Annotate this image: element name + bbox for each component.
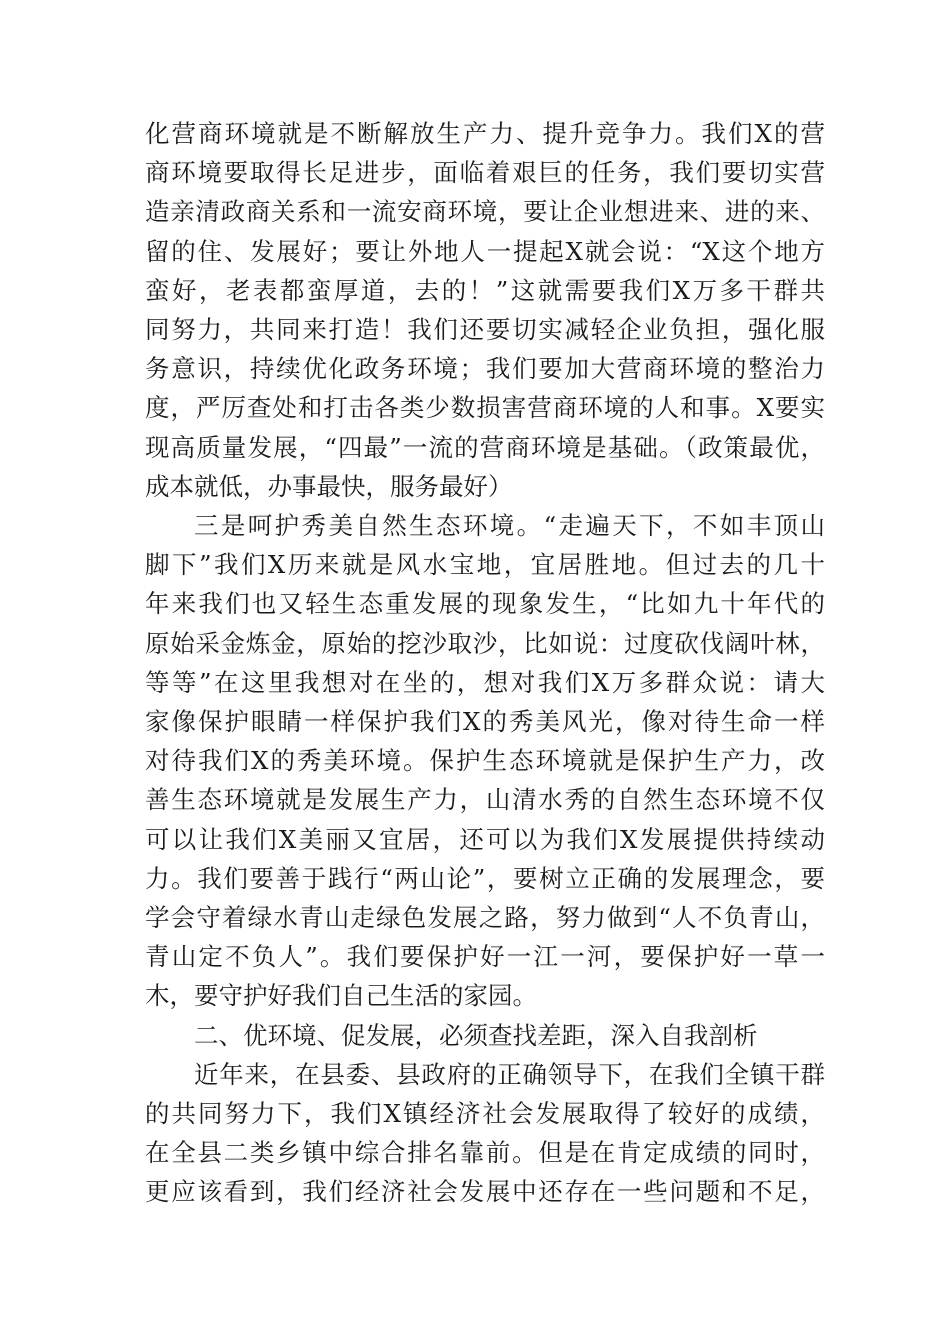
text-line: 等等”在这里我想对在坐的，想对我们X万多群众说：请大 (145, 667, 825, 697)
text-line: 现高质量发展，“四最”一流的营商环境是基础。（政策最优， (145, 432, 825, 462)
text-line: 同努力，共同来打造！我们还要切实减轻企业负担，强化服 (145, 315, 825, 345)
text-line: 成本就低，办事最快，服务最好） (145, 471, 513, 501)
text-line: 可以让我们X美丽又宜居，还可以为我们X发展提供持续动 (145, 824, 825, 854)
text-line: 善生态环境就是发展生产力，山清水秀的自然生态环境不仅 (145, 785, 825, 815)
text-line: 蛮好，老表都蛮厚道，去的！”这就需要我们X万多干群共 (145, 275, 825, 305)
text-line: 青山定不负人”。我们要保护好一江一河，要保护好一草一 (145, 942, 825, 972)
text-line: 商环境要取得长足进步，面临着艰巨的任务，我们要切实营 (145, 158, 825, 188)
text-line: 造亲清政商关系和一流安商环境，要让企业想进来、进的来、 (145, 197, 825, 227)
text-line: 化营商环境就是不断解放生产力、提升竞争力。我们X的营 (145, 119, 825, 148)
text-line: 年来我们也又轻生态重发展的现象发生，“比如九十年代的 (145, 589, 825, 619)
text-line: 脚下”我们X历来就是风水宝地，宜居胜地。但过去的几十 (145, 550, 825, 580)
text-line: 木，要守护好我们自己生活的家园。 (145, 981, 537, 1011)
text-line: 留的住、发展好；要让外地人一提起X就会说：“X这个地方 (145, 236, 825, 266)
text-line: 三是呵护秀美自然生态环境。“走遍天下，不如丰顶山 (194, 511, 825, 541)
text-line: 度，严厉查处和打击各类少数损害营商环境的人和事。X要实 (145, 393, 825, 423)
text-line: 近年来，在县委、县政府的正确领导下，在我们全镇干群 (194, 1059, 825, 1089)
text-line: 家像保护眼睛一样保护我们X的秀美风光，像对待生命一样 (145, 707, 825, 737)
text-line: 在全县二类乡镇中综合排名靠前。但是在肯定成绩的同时， (145, 1138, 825, 1168)
paragraph-p2 (145, 506, 825, 1016)
paragraph-p3 (145, 1016, 825, 1055)
paragraph-p4 (145, 1055, 825, 1212)
paragraph-p1 (145, 114, 825, 506)
text-line: 力。我们要善于践行“两山论”，要树立正确的发展理念，要 (145, 863, 825, 893)
text-line: 对待我们X的秀美环境。保护生态环境就是保护生产力，改 (145, 746, 825, 776)
text-line: 原始采金炼金，原始的挖沙取沙，比如说：过度砍伐阔叶林， (145, 628, 825, 658)
text-line: 更应该看到，我们经济社会发展中还存在一些问题和不足， (145, 1177, 825, 1207)
document-body (145, 114, 825, 1212)
text-line: 务意识，持续优化政务环境；我们要加大营商环境的整治力 (145, 354, 825, 384)
text-line: 的共同努力下，我们X镇经济社会发展取得了较好的成绩， (145, 1099, 825, 1129)
text-line: 学会守着绿水青山走绿色发展之路，努力做到“人不负青山， (145, 903, 825, 933)
text-line: 二、优环境、促发展，必须查找差距，深入自我剖析 (194, 1020, 758, 1050)
